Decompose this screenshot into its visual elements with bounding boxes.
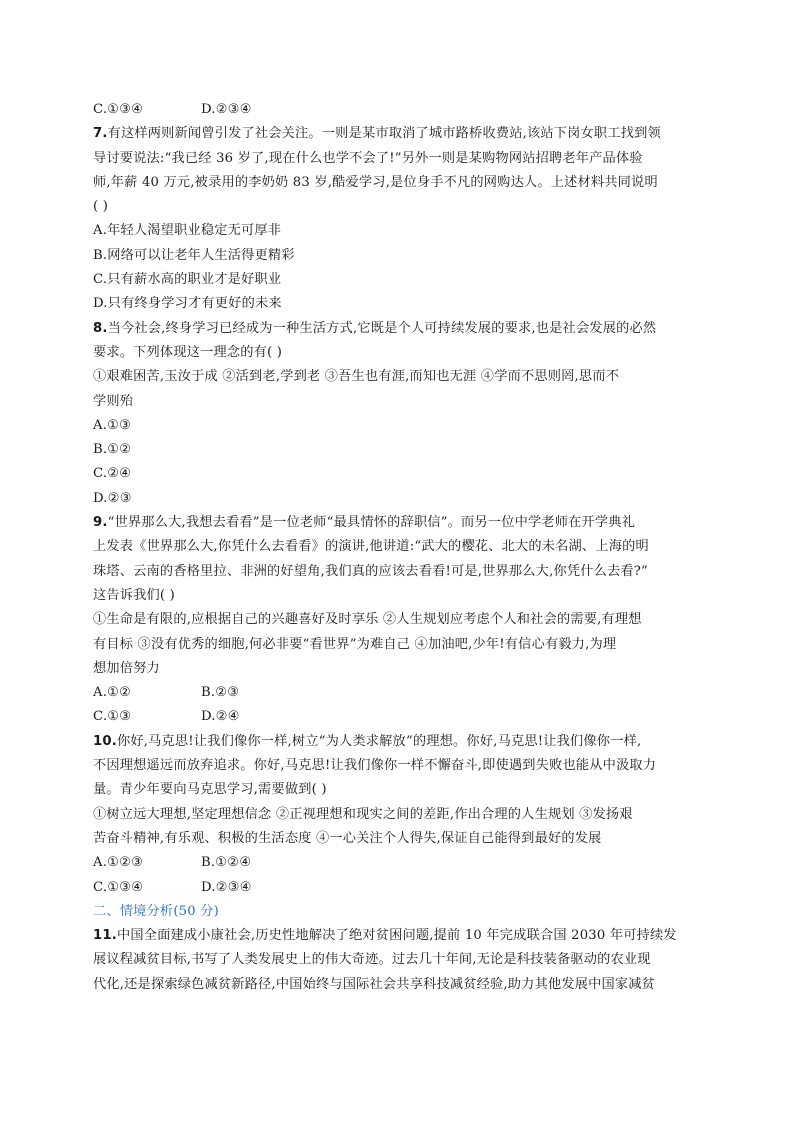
text-line: 上发表《世界那么大,你凭什么去看看》的演讲,他讲道:“武大的樱花、北大的未名湖、上海的明	[93, 539, 649, 555]
question-text: 有这样两则新闻曾引发了社会关注。一则是某市取消了城市路桥收费站,该站下岗女职工找到领	[107, 126, 661, 142]
question-number: 9.	[93, 515, 108, 531]
question-number: 7.	[93, 126, 108, 142]
text-line: 量。青少年要向马克思学习,需要做到( )	[93, 782, 327, 798]
text-line: 代化,还是探索绿色减贫新路径,中国始终与国际社会共享科技减贫经验,助力其他发展中国家减贫	[93, 976, 656, 992]
text-line: D.②③	[93, 490, 132, 506]
question-line	[93, 730, 705, 754]
question-text: 当今社会,终身学习已经成为一种生活方式,它既是个人可持续发展的要求,也是社会发展的必然	[107, 320, 657, 336]
text-line: D.只有终身学习才有更好的未来	[93, 296, 282, 312]
option-label: A.①②	[93, 685, 132, 701]
option-label: C.①③④	[93, 102, 144, 117]
text-line: 不因理想遥远而放弃追求。你好,马克思!让我们像你一样不懈奋斗,即使遇到失败也能从中汲取力	[93, 758, 657, 774]
text-line: C.②④	[93, 466, 132, 482]
option-label: D.②③④	[201, 102, 252, 117]
question-line	[93, 122, 705, 146]
text-line: 要求。下列体现这一理念的有( )	[93, 344, 283, 360]
option-row	[93, 98, 705, 122]
document-page	[93, 98, 705, 997]
question-line	[93, 924, 705, 948]
question-line	[93, 511, 705, 535]
text-line: 学则殆	[93, 393, 134, 409]
text-line: 苦奋斗精神,有乐观、积极的生活态度 ④一心关注个人得失,保证自己能得到最好的发展	[93, 830, 602, 846]
question-text: “世界那么大,我想去看看”是一位老师“最具情怀的辞职信”。而另一位中学老师在开学典礼	[107, 515, 636, 531]
text-line: ①生命是有限的,应根据自己的兴趣喜好及时享乐 ②人生规划应考虑个人和社会的需要,有理想	[93, 612, 642, 628]
text-line: C.只有薪水高的职业才是好职业	[93, 272, 282, 288]
option-row	[93, 681, 705, 705]
option-label: B.②③	[201, 685, 240, 701]
text-line: ( )	[93, 199, 109, 215]
text-line: B.①②	[93, 442, 132, 458]
text-line: 这告诉我们( )	[93, 587, 176, 603]
option-label: C.①③	[93, 709, 132, 725]
text-line: A.①③	[93, 417, 132, 433]
question-text: 你好,马克思!让我们像你一样,树立“为人类求解放”的理想。你好,马克思!让我们像你一样,	[116, 733, 642, 749]
text-line: 展议程减贫目标,书写了人类发展史上的伟大奇迹。过去几十年间,无论是科技装备驱动的农业现	[93, 952, 651, 968]
text-line: 有目标 ③没有优秀的细胞,何必非要“看世界”为难自己 ④加油吧,少年!有信心有毅力,为理	[93, 636, 617, 652]
option-label: D.②③④	[201, 879, 252, 895]
option-label: C.①③④	[93, 879, 144, 895]
question-line	[93, 317, 705, 341]
text-line: 想加倍努力	[93, 660, 160, 676]
option-label: A.①②③	[93, 855, 144, 871]
option-row	[93, 876, 705, 900]
question-number: 8.	[93, 320, 108, 336]
question-number: 11.	[93, 928, 117, 944]
option-row	[93, 851, 705, 875]
option-label: B.①②④	[201, 855, 252, 871]
text-line: 珠塔、云南的香格里拉、非洲的好望角,我们真的应该去看看!可是,世界那么大,你凭什么去看?”	[93, 563, 648, 579]
text-line: ①树立远大理想,坚定理想信念 ②正视理想和现实之间的差距,作出合理的人生规划 ③发扬艰	[93, 806, 633, 822]
text-line: B.网络可以让老年人生活得更精彩	[93, 247, 295, 263]
option-row	[93, 705, 705, 729]
text-line: 导讨要说法:“我已经 36 岁了,现在什么也学不会了!”另外一则是某购物网站招聘老年产品体验	[93, 150, 643, 166]
option-label: D.②④	[201, 709, 240, 725]
text-line: A.年轻人渴望职业稳定无可厚非	[93, 223, 282, 239]
question-text: 中国全面建成小康社会,历史性地解决了绝对贫困问题,提前 10 年完成联合国 2030 年可持续发	[116, 928, 677, 944]
text-line: ①艰难困苦,玉汝于成 ②活到老,学到老 ③吾生也有涯,而知也无涯 ④学而不思则罔,思而不	[93, 369, 620, 385]
section-heading: 二、情境分析(50 分)	[93, 903, 219, 919]
text-line: 师,年薪 40 万元,被录用的李奶奶 83 岁,酷爱学习,是位身手不凡的网购达人。上述材料共同说明	[93, 174, 658, 190]
question-number: 10.	[93, 733, 117, 749]
